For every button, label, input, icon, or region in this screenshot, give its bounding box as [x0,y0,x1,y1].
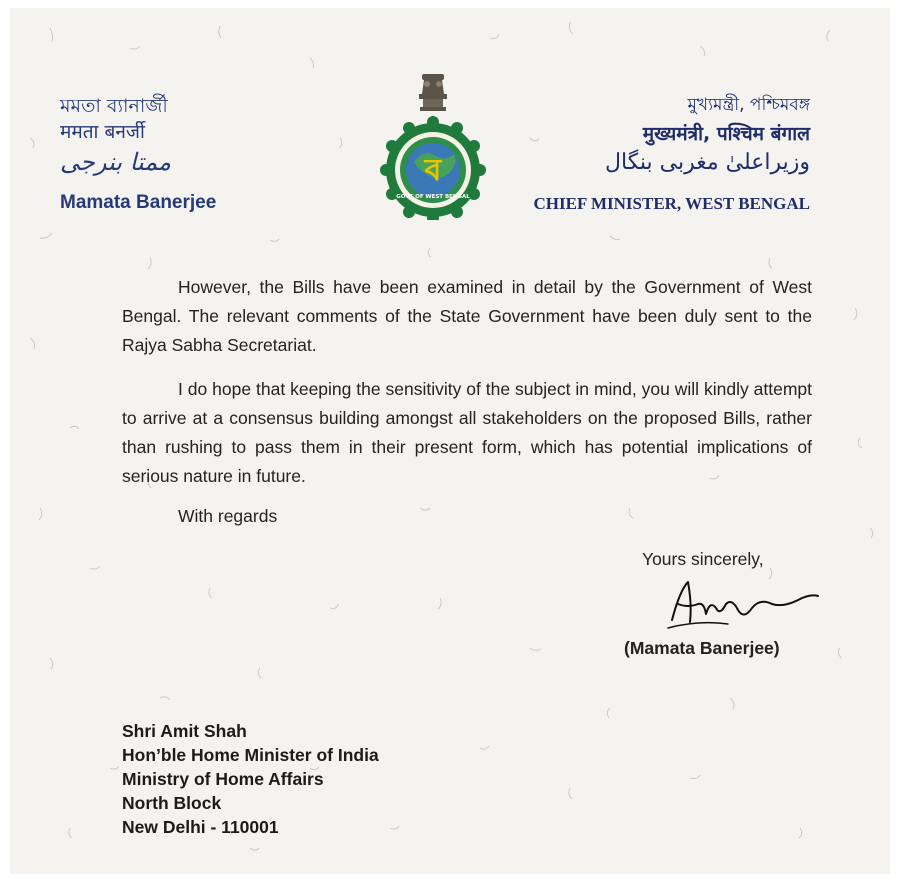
body-paragraph-2: I do hope that keeping the sensitivity of the subject in mind, you will kindly attempt to arrive at a consensus building amongst all stakeholders on the proposed Bills, rather than rushing to pass them in their present form, which has potential implications of serious nature in future. [122,379,812,486]
recipient-block: North Block [122,793,222,813]
title-hindi: मुख्यमंत्री, पश्चिम बंगाल [642,123,810,145]
closing-sincerely: Yours sincerely, [642,549,764,569]
title-english: CHIEF MINISTER, WEST BENGAL [533,194,810,213]
lion-capital-icon [419,74,447,111]
body-paragraph-1: However, the Bills have been examined in detail by the Government of West Bengal. The relevant comments of the State Government have been duly sent to the Rajya Sabha Secretariat. [122,277,812,355]
name-urdu: ممتا بنرجی [60,148,171,176]
closing-regards: With regards [178,506,278,526]
west-bengal-seal-icon [380,116,486,220]
title-bengali: মুখ্যমন্ত্রী, পশ্চিমবঙ্গ [687,95,810,115]
state-emblem-icon [378,70,488,220]
name-bengali: মমতা ব্যানার্জী [60,95,168,117]
handwritten-signature [658,578,858,638]
recipient-address [122,719,379,839]
svg-text:GOVT OF WEST BENGAL: GOVT OF WEST BENGAL [396,194,470,200]
name-hindi: ममता बनर्जी [60,121,145,143]
recipient-name: Shri Amit Shah [122,721,247,741]
signer-name: (Mamata Banerjee) [624,638,780,658]
recipient-ministry: Ministry of Home Affairs [122,769,324,789]
svg-text:ব: ব [424,153,442,188]
recipient-designation: Hon’ble Home Minister of India [122,745,379,765]
name-english: Mamata Banerjee [60,192,217,213]
letter-paper [10,8,890,874]
title-urdu: وزیراعلیٰ مغربی بنگال [605,150,810,175]
recipient-city: New Delhi - 110001 [122,817,279,837]
